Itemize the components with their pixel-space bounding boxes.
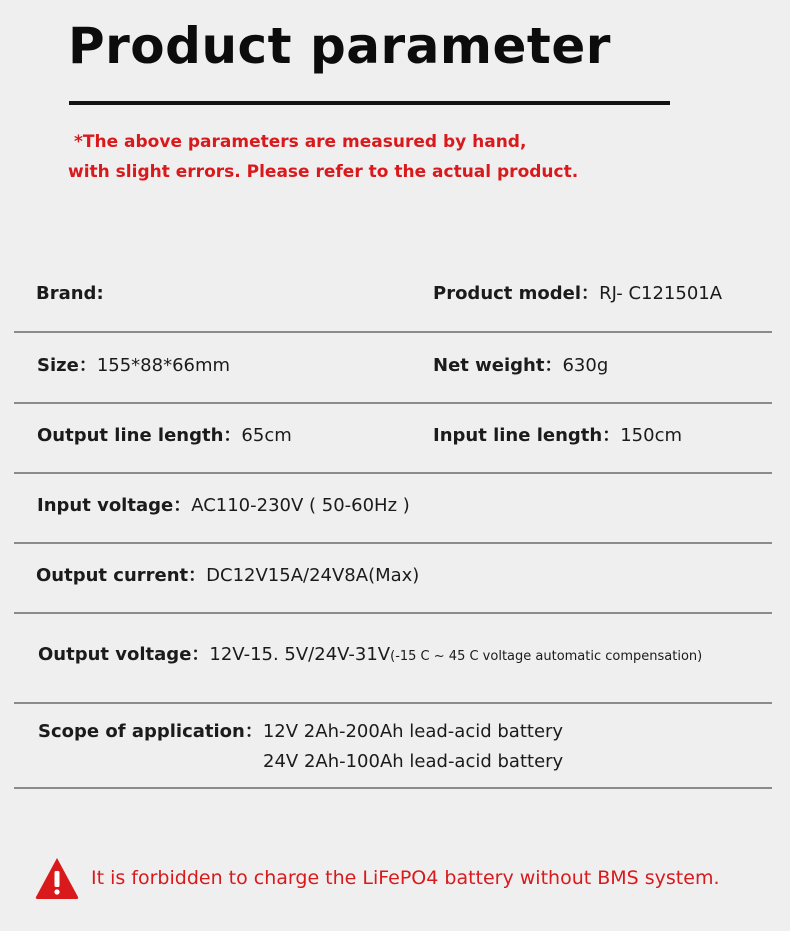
row-divider xyxy=(14,787,772,789)
product-model-label: Product model： xyxy=(433,283,600,304)
scope-of-application-label: Scope of application： xyxy=(38,721,263,742)
warning-triangle-icon xyxy=(34,856,80,900)
title-underline xyxy=(69,101,670,105)
net-weight-value: 630g xyxy=(562,355,609,376)
warning-text: It is forbidden to charge the LiFePO4 battery without BMS system. xyxy=(91,867,720,889)
output-current-field xyxy=(36,564,419,588)
size-value: 155*88*66mm xyxy=(96,355,231,376)
net-weight-field xyxy=(433,354,608,378)
size-label: Size： xyxy=(37,355,97,376)
output-voltage-value: 12V-15. 5V/24V-31V xyxy=(209,644,391,665)
input-voltage-field xyxy=(37,494,410,518)
product-model-field xyxy=(433,282,722,306)
brand-field xyxy=(36,282,104,306)
bms-warning xyxy=(34,856,778,902)
measurement-notice-line-2: with slight errors. Please refer to the actual product. xyxy=(68,162,579,182)
row-divider xyxy=(14,542,772,544)
input-line-length-value: 150cm xyxy=(620,425,683,446)
output-current-value: DC12V15A/24V8A(Max) xyxy=(206,565,420,586)
row-divider xyxy=(14,402,772,404)
output-voltage-label: Output voltage： xyxy=(38,644,210,665)
output-line-length-value: 65cm xyxy=(241,425,292,446)
output-voltage-note: (-15 C ~ 45 C voltage automatic compensation) xyxy=(390,649,703,664)
row-divider xyxy=(14,702,772,704)
output-current-label: Output current： xyxy=(36,565,207,586)
measurement-notice-line-1: *The above parameters are measured by hand, xyxy=(74,132,527,152)
net-weight-label: Net weight： xyxy=(433,355,563,376)
input-voltage-value: AC110-230V ( 50-60Hz ) xyxy=(191,495,410,516)
input-voltage-label: Input voltage： xyxy=(37,495,192,516)
scope-of-application-field xyxy=(38,720,563,744)
output-line-length-field xyxy=(37,424,292,448)
product-model-value: RJ- C121501A xyxy=(599,283,723,304)
input-line-length-label: Input line length： xyxy=(433,425,621,446)
row-divider xyxy=(14,331,772,333)
input-line-length-field xyxy=(433,424,682,448)
size-field xyxy=(37,354,230,378)
scope-of-application-value-1: 12V 2Ah-200Ah lead-acid battery xyxy=(262,721,564,742)
output-line-length-label: Output line length： xyxy=(37,425,242,446)
row-divider xyxy=(14,612,772,614)
brand-label: Brand: xyxy=(36,283,104,304)
output-voltage-field xyxy=(38,643,702,669)
page-title: Product parameter xyxy=(68,17,611,75)
scope-of-application-value-2: 24V 2Ah-100Ah lead-acid battery xyxy=(263,751,564,772)
row-divider xyxy=(14,472,772,474)
